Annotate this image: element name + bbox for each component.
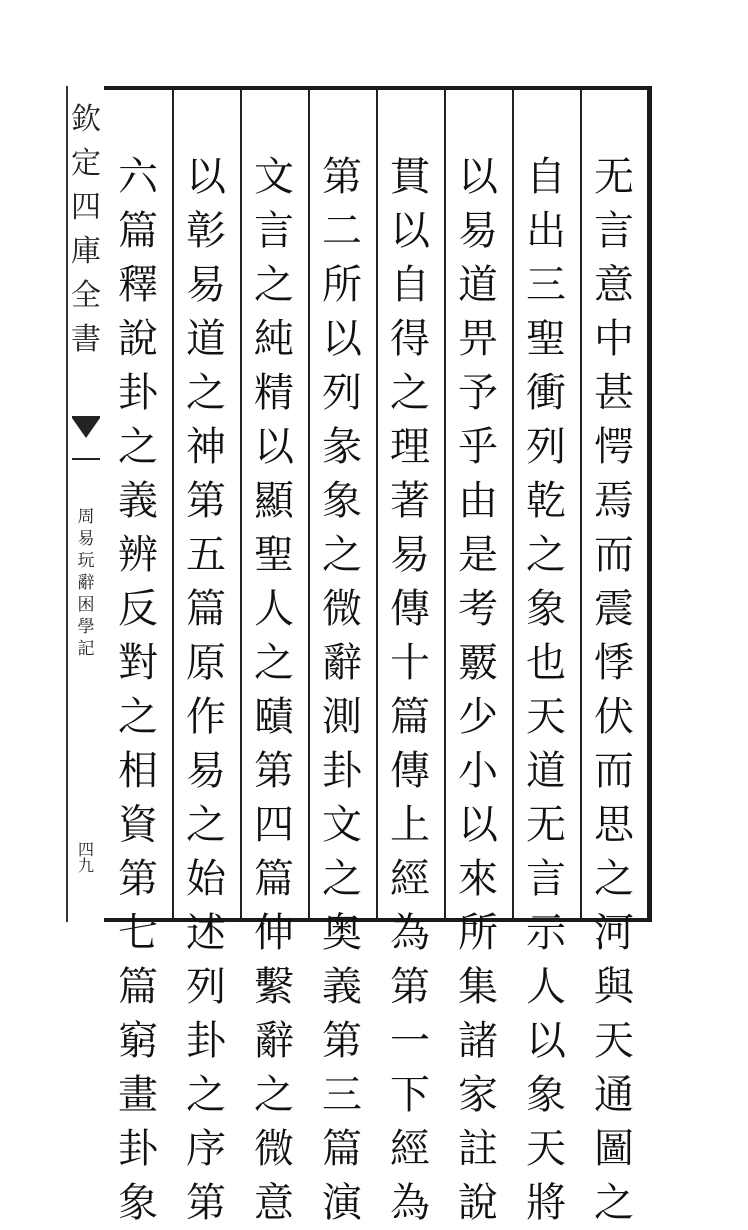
text-column-2: 自 出 三 聖 衝 列 乾 之 象 也 天 道 无 言 示 人 以 象 天 將 (526, 154, 566, 1226)
fishtail-ornament (72, 416, 100, 460)
text-column-5: 第 二 所 以 列 彖 象 之 微 辭 測 卦 文 之 奥 義 第 三 篇 演 (322, 154, 362, 1226)
text-column-7: 以 彰 易 道 之 神 第 五 篇 原 作 易 之 始 述 列 卦 之 序 第 (186, 154, 226, 1226)
text-column-6: 文 言 之 純 精 以 顯 聖 人 之 賾 第 四 篇 伸 繫 辭 之 微 意 (254, 154, 294, 1226)
page-number: 四 九 (77, 840, 94, 875)
page-margin (66, 86, 102, 922)
book-title: 欽 定 四 庫 全 書 (71, 102, 101, 357)
text-column-4: 貫 以 自 得 之 理 著 易 傳 十 篇 傳 上 經 為 第 一 下 經 為 (390, 154, 430, 1226)
text-column-3: 以 易 道 畀 予 乎 由 是 考 覈 少 小 以 來 所 集 諸 家 註 說 (458, 154, 498, 1226)
text-frame (104, 86, 652, 1226)
section-title: 周 易 玩 辭 困 學 記 (77, 507, 95, 659)
text-column-1: 无 言 意 中 甚 愕 焉 而 震 悸 伏 而 思 之 河 與 天 通 圖 之 (594, 154, 634, 1226)
text-column-8: 六 篇 釋 說 卦 之 義 辨 反 對 之 相 資 第 七 篇 窮 畫 卦 象 (118, 154, 158, 1226)
